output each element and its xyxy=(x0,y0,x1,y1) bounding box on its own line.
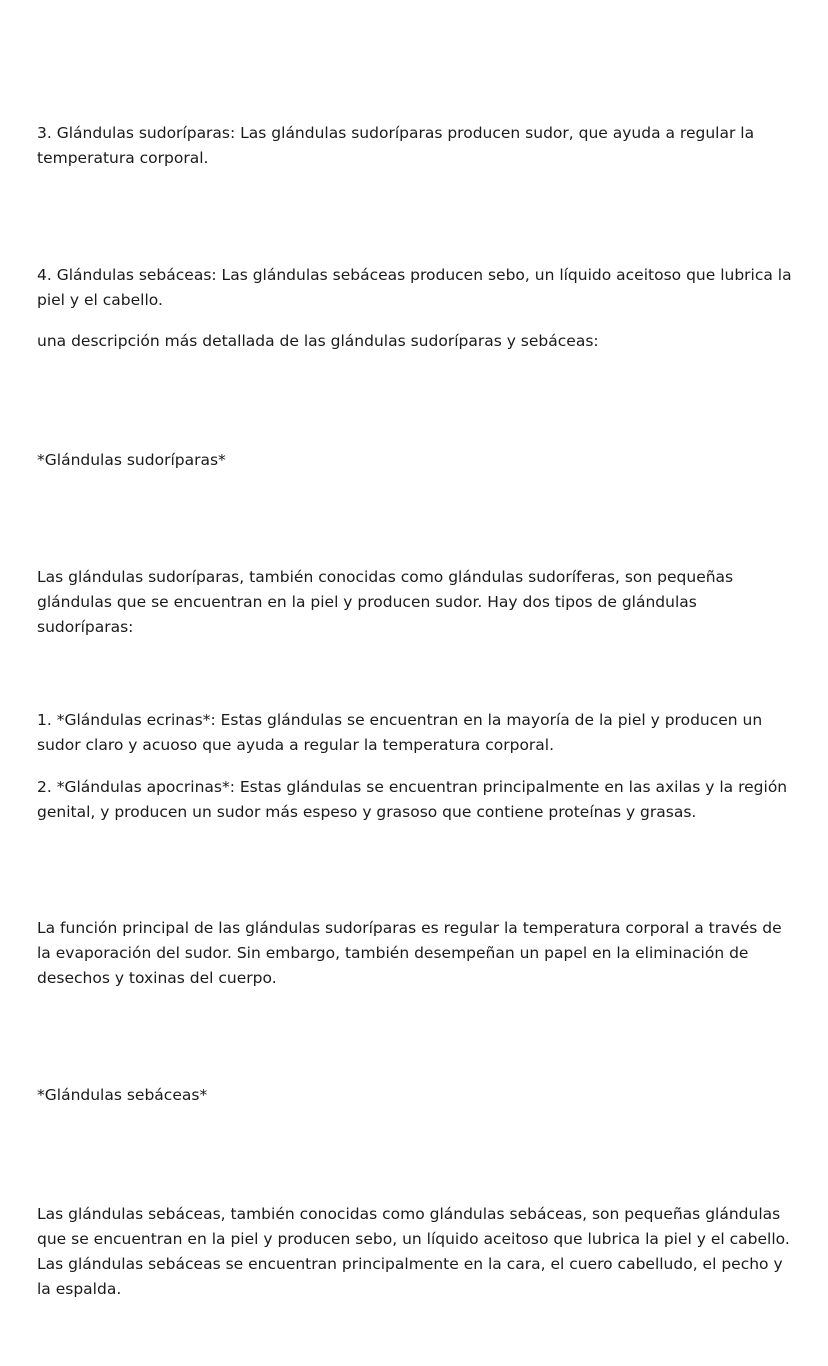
list-item-apocrine-glands: 2. *Glándulas apocrinas*: Estas glándulas se encuentran principalmente en las axilas y la región genital, y producen un sudor más espeso y grasoso que contiene proteínas y grasas. xyxy=(37,778,788,821)
paragraph-intro-detailed: una descripción más detallada de las glándulas sudoríparas y sebáceas: xyxy=(37,332,599,350)
paragraph-sweat-glands-description: Las glándulas sudoríparas, también conocidas como glándulas sudoríferas, son pequeñas glándulas que se encuentran en la piel y producen sudor. Hay dos tipos de glándulas sudoríparas: xyxy=(37,568,734,636)
list-item-eccrine-glands: 1. *Glándulas ecrinas*: Estas glándulas se encuentran en la mayoría de la piel y producen un sudor claro y acuoso que ayuda a regular la temperatura corporal. xyxy=(37,711,763,754)
paragraph-sebaceous-glands-description: Las glándulas sebáceas, también conocidas como glándulas sebáceas, son pequeñas glándulas que se encuentran en la piel y producen sebo, un líquido aceitoso que lubrica la piel y el cabello. Las glándulas sebáceas se encuentran principalmente en la cara, el cuero cabelludo, el pecho y la espalda. xyxy=(37,1205,790,1298)
section-heading-sweat-glands: *Glándulas sudoríparas* xyxy=(37,451,226,469)
paragraph-sweat-glands-function: La función principal de las glándulas sudoríparas es regular la temperatura corporal a través de la evaporación del sudor. Sin embargo, también desempeñan un papel en la eliminación de desechos y toxinas del cuerpo. xyxy=(37,919,782,987)
paragraph-sebaceous-glands-item: 4. Glándulas sebáceas: Las glándulas sebáceas producen sebo, un líquido aceitoso que lubrica la piel y el cabello. xyxy=(37,266,792,309)
section-heading-sebaceous-glands: *Glándulas sebáceas* xyxy=(37,1086,208,1104)
paragraph-sweat-glands-item: 3. Glándulas sudoríparas: Las glándulas sudoríparas producen sudor, que ayuda a regular la temperatura corporal. xyxy=(37,124,755,167)
